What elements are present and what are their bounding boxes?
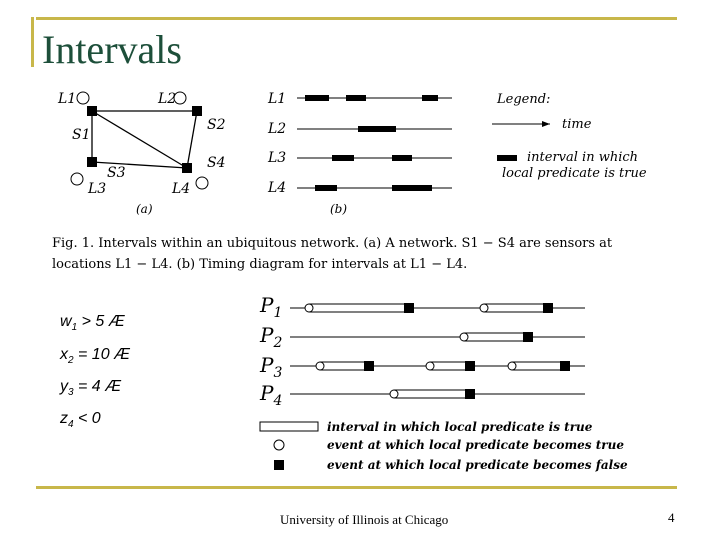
process-intervals	[305, 303, 570, 399]
event-false-icon	[465, 361, 475, 371]
interval-box	[394, 390, 470, 398]
process-legend	[260, 420, 628, 472]
location-l3	[71, 173, 83, 185]
event-true-icon	[316, 362, 324, 370]
page-number: 4	[668, 510, 675, 525]
event-true-icon	[480, 304, 488, 312]
caption-b: (b)	[330, 202, 348, 216]
legend-time: time	[562, 117, 592, 132]
event-false-icon	[560, 361, 570, 371]
interval-box	[464, 333, 528, 341]
process-label-p4: $P_4$	[260, 381, 283, 409]
event-false-icon	[364, 361, 374, 371]
slide-title: Intervals	[42, 27, 182, 72]
interval-box	[484, 304, 548, 312]
figure-caption-line1: Fig. 1. Intervals within an ubiquitous network. (a) A network. S1 − S4 are sensors at	[52, 236, 613, 251]
row-label-l1: L1	[268, 91, 287, 107]
figure-caption-line2: locations L1 − L4. (b) Timing diagram for intervals at L1 − L4.	[52, 257, 468, 272]
interval-bar	[332, 155, 354, 161]
label-l2: L2	[158, 91, 177, 107]
event-false-legend-icon	[274, 460, 284, 470]
event-true-icon	[426, 362, 434, 370]
sensor-s3	[87, 157, 97, 167]
process-label-p3: $P_3$	[260, 353, 283, 381]
interval-box	[320, 362, 368, 370]
process-label-p1: $P_1$	[260, 293, 283, 321]
variable-z4: $z_4 < 0$	[60, 410, 101, 431]
process-timing-diagram	[0, 290, 720, 480]
interval-bar	[422, 95, 438, 101]
edge-s1-s4	[92, 111, 187, 168]
event-true-icon	[508, 362, 516, 370]
interval-bar	[392, 185, 432, 191]
legend-interval-line2: local predicate is true	[502, 166, 647, 181]
row-label-l2: L2	[268, 121, 287, 137]
interval-bar	[305, 95, 329, 101]
label-l4: L4	[172, 181, 191, 197]
label-s4: S4	[207, 155, 226, 171]
row-label-l4: L4	[268, 180, 287, 196]
event-true-icon	[460, 333, 468, 341]
legend-title: Legend:	[497, 92, 551, 107]
process-label-p2: $P_2$	[260, 323, 283, 351]
interval-bar	[346, 95, 366, 101]
interval-box	[309, 304, 409, 312]
variable-x2: $x_2 = 10$ Æ	[60, 346, 131, 367]
interval-bar	[358, 126, 396, 132]
sensor-s1	[87, 106, 97, 116]
event-false-icon	[404, 303, 414, 313]
event-true-icon	[305, 304, 313, 312]
timing-diagram	[267, 91, 647, 216]
label-s2: S2	[207, 117, 226, 133]
network-diagram	[57, 91, 226, 216]
edge-s2-s4	[187, 111, 197, 168]
legend-interval-box	[260, 422, 318, 431]
variable-y3: $y_3 = 4$ Æ	[60, 378, 122, 399]
footer-rule	[36, 486, 677, 489]
variable-w1: $w_1 > 5$ Æ	[60, 313, 125, 334]
legend-false-text: event at which local predicate becomes false	[327, 458, 628, 472]
arrowhead-icon	[542, 121, 550, 127]
location-l4	[196, 177, 208, 189]
legend-interval-swatch	[497, 155, 517, 161]
sensor-s4	[182, 163, 192, 173]
event-false-icon	[543, 303, 553, 313]
label-l1: L1	[58, 91, 77, 107]
process-labels	[259, 293, 282, 409]
label-s3: S3	[107, 165, 126, 181]
interval-bar	[392, 155, 412, 161]
event-false-icon	[523, 332, 533, 342]
legend-interval-line1: interval in which	[527, 150, 639, 165]
caption-a: (a)	[136, 202, 153, 216]
sensor-s2	[192, 106, 202, 116]
interval-box	[430, 362, 470, 370]
location-l1	[77, 92, 89, 104]
label-s1: S1	[72, 127, 91, 143]
event-true-legend-icon	[274, 440, 284, 450]
legend-interval-text: interval in which local predicate is true	[327, 420, 593, 434]
event-true-icon	[390, 390, 398, 398]
footer-text: University of Illinois at Chicago	[280, 512, 449, 527]
label-l3: L3	[88, 181, 107, 197]
interval-bar	[315, 185, 337, 191]
legend-true-text: event at which local predicate becomes true	[327, 438, 624, 452]
event-false-icon	[465, 389, 475, 399]
row-label-l3: L3	[268, 150, 287, 166]
interval-box	[512, 362, 564, 370]
